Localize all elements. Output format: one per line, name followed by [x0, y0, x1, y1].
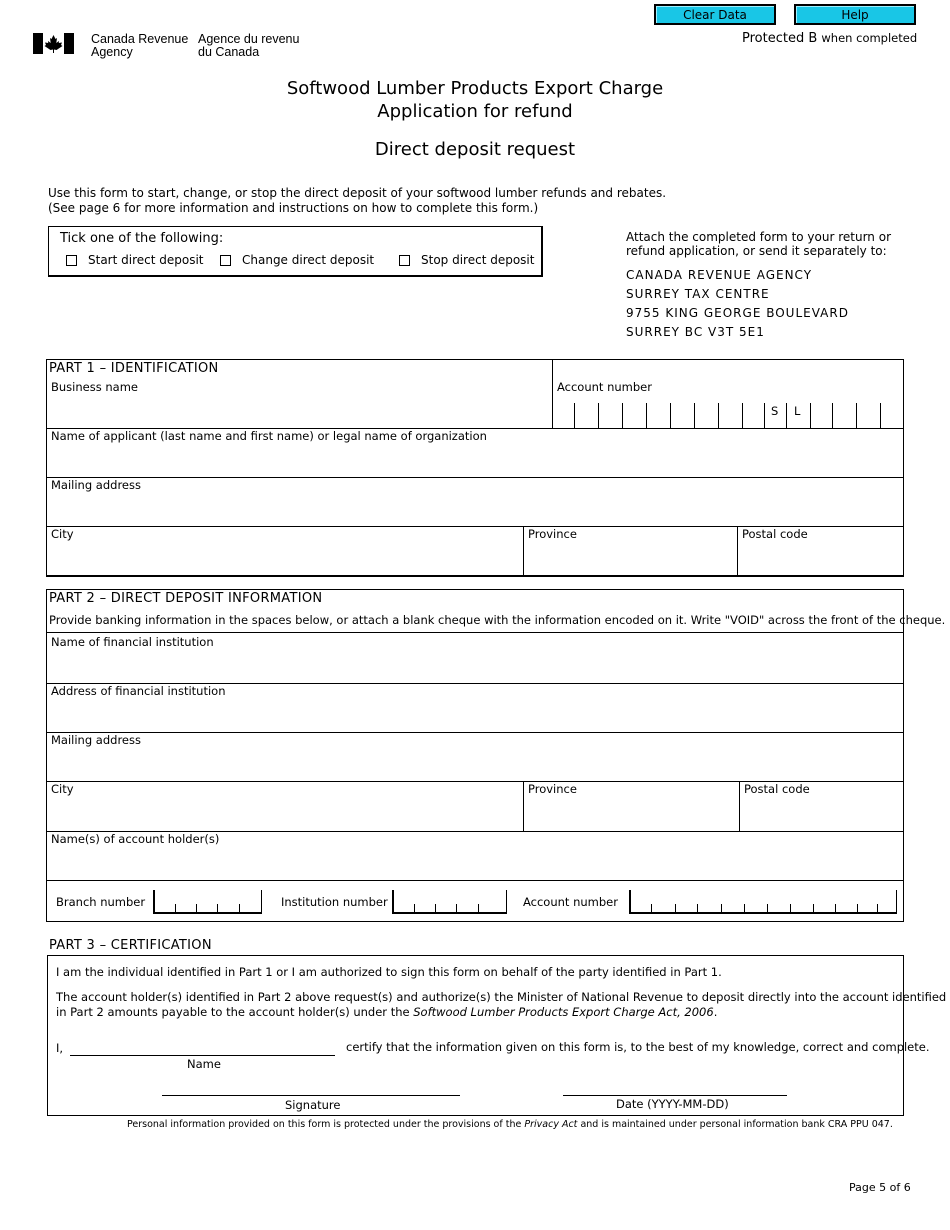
- intro-line1: Use this form to start, change, or stop the direct deposit of your softwood lumber refunds and rebates.: [48, 186, 667, 200]
- part2-postal-label: Postal code: [744, 782, 810, 796]
- applicant-name-input[interactable]: [48, 445, 902, 477]
- date-caption: Date (YYYY-MM-DD): [616, 1097, 729, 1111]
- start-deposit-checkbox[interactable]: [66, 255, 77, 266]
- privacy-notice: Personal information provided on this form is protected under the provisions of the Privacy Act and is maintained under personal information bank CRA PPU 047.: [127, 1119, 893, 1130]
- part2-account-number-label: Account number: [523, 895, 618, 909]
- start-deposit-label: Start direct deposit: [88, 253, 204, 267]
- part3-title: PART 3 – CERTIFICATION: [49, 938, 212, 953]
- mail-address-line3: 9755 KING GEORGE BOULEVARD: [626, 306, 849, 320]
- date-input[interactable]: [563, 1074, 787, 1095]
- part1-province-label: Province: [528, 527, 577, 541]
- fi-name-input[interactable]: [48, 651, 902, 682]
- applicant-name-label: Name of applicant (last name and first name) or legal name of organization: [51, 429, 487, 443]
- part2-mailing-input[interactable]: [48, 749, 902, 780]
- mail-address-line2: SURREY TAX CENTRE: [626, 287, 770, 301]
- certify-statement: certify that the information given on this form is, to the best of my knowledge, correct and complete.: [346, 1040, 930, 1054]
- part1-mailing-label: Mailing address: [51, 478, 141, 492]
- signature-caption: Signature: [285, 1098, 341, 1112]
- branch-number-label: Branch number: [56, 895, 146, 909]
- part2-postal-input[interactable]: [741, 798, 902, 829]
- part1-city-label: City: [51, 527, 74, 541]
- account-l-letter: L: [794, 404, 801, 418]
- change-deposit-label: Change direct deposit: [242, 253, 375, 267]
- part2-city-input[interactable]: [48, 798, 522, 829]
- part1-province-input[interactable]: [525, 543, 735, 575]
- part1-mailing-input[interactable]: [48, 494, 902, 526]
- part1-postal-input[interactable]: [739, 543, 902, 575]
- business-name-input[interactable]: [48, 396, 548, 426]
- part2-title: PART 2 – DIRECT DEPOSIT INFORMATION: [49, 591, 323, 606]
- change-deposit-checkbox[interactable]: [220, 255, 231, 266]
- certification-para2-line2: in Part 2 amounts payable to the account holder(s) under the Softwood Lumber Products Export Charge Act, 2006.: [56, 1005, 718, 1019]
- part1-title: PART 1 – IDENTIFICATION: [49, 361, 219, 376]
- institution-number-input[interactable]: [392, 890, 507, 914]
- fi-address-input[interactable]: [48, 700, 902, 731]
- part2-account-number-input[interactable]: [629, 890, 897, 914]
- protected-level: Protected B: [742, 31, 818, 46]
- attach-instruction-1: Attach the completed form to your return or: [626, 230, 892, 244]
- act-name: Softwood Lumber Products Export Charge Act, 2006: [413, 1005, 714, 1019]
- stop-deposit-checkbox[interactable]: [399, 255, 410, 266]
- mail-address-line4: SURREY BC V3T 5E1: [626, 325, 765, 339]
- clear-data-button[interactable]: Clear Data: [654, 4, 776, 25]
- fi-address-label: Address of financial institution: [51, 684, 226, 698]
- intro-line2: (See page 6 for more information and instructions on how to complete this form.): [48, 201, 539, 215]
- business-name-label: Business name: [51, 380, 138, 394]
- privacy-act-name: Privacy Act: [524, 1119, 578, 1130]
- part1-account-number-input[interactable]: [553, 398, 903, 428]
- attach-instruction-2: refund application, or send it separately to:: [626, 244, 887, 258]
- help-button[interactable]: Help: [794, 4, 916, 25]
- fi-name-label: Name of financial institution: [51, 635, 214, 649]
- part2-mailing-label: Mailing address: [51, 733, 141, 747]
- part2-city-label: City: [51, 782, 74, 796]
- certification-para2-line1: The account holder(s) identified in Part 2 above request(s) and authorize(s) the Minister of National Revenue to deposit directly into the account identified: [56, 990, 947, 1004]
- mail-address-line1: CANADA REVENUE AGENCY: [626, 268, 813, 282]
- page-number: Page 5 of 6: [849, 1181, 911, 1194]
- certify-i-label: I,: [56, 1041, 64, 1055]
- branch-number-input[interactable]: [153, 890, 262, 914]
- stop-deposit-label: Stop direct deposit: [421, 253, 535, 267]
- form-heading: Direct deposit request: [374, 139, 576, 160]
- account-holders-label: Name(s) of account holder(s): [51, 832, 220, 846]
- agency-name-en: Canada Revenue Agency: [91, 32, 189, 59]
- protected-label: [742, 31, 917, 46]
- part2-province-input[interactable]: [525, 798, 737, 829]
- certifier-name-input[interactable]: [70, 1036, 335, 1055]
- protected-suffix: when completed: [821, 31, 918, 45]
- part2-province-label: Province: [528, 782, 577, 796]
- account-number-label: Account number: [557, 380, 652, 394]
- form-subtitle: Application for refund: [377, 101, 573, 122]
- option-heading: Tick one of the following:: [60, 231, 224, 246]
- agency-name-fr: Agence du revenu du Canada: [198, 32, 300, 59]
- signature-input[interactable]: [162, 1074, 460, 1095]
- part2-instruction: Provide banking information in the spaces below, or attach a blank cheque with the information encoded on it. Write "VOID" across the front of the cheque.: [49, 613, 946, 627]
- form-title: Softwood Lumber Products Export Charge: [286, 78, 664, 99]
- name-caption: Name: [187, 1057, 221, 1071]
- account-holders-input[interactable]: [48, 848, 902, 879]
- part1-city-input[interactable]: [48, 543, 522, 575]
- certification-para1: I am the individual identified in Part 1 or I am authorized to sign this form on behalf of the party identified in Part 1.: [56, 965, 722, 979]
- account-s-letter: S: [771, 404, 779, 418]
- canada-flag-icon: [33, 33, 74, 54]
- institution-number-label: Institution number: [281, 895, 388, 909]
- part1-postal-label: Postal code: [742, 527, 808, 541]
